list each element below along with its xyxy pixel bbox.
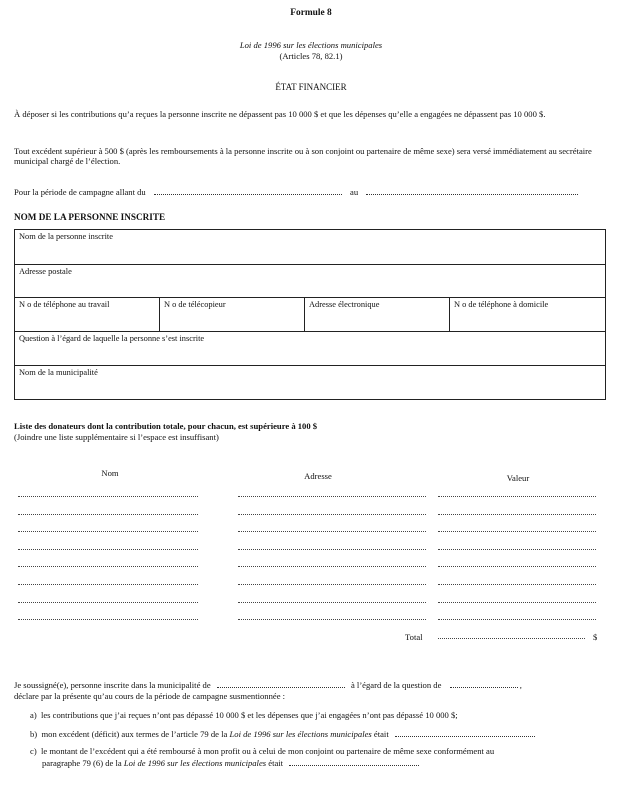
donor-name-field[interactable] — [18, 496, 198, 497]
column-header-address: Adresse — [304, 471, 332, 481]
declaration-line-1: Je soussigné(e), personne inscrite dans la municipalité de à l’égard de la question de , — [14, 680, 522, 690]
donor-name-field[interactable] — [18, 514, 198, 515]
donor-value-field[interactable] — [438, 496, 596, 497]
donor-name-field[interactable] — [18, 531, 198, 532]
donors-subheading: (Joindre une liste supplémentaire si l’espace est insuffisant) — [14, 432, 219, 442]
declaration-question-label: à l’égard de la question de — [350, 680, 442, 690]
fax-label: N o de télécopieur — [164, 300, 226, 309]
question-field[interactable] — [15, 332, 606, 366]
donor-value-field[interactable] — [438, 619, 596, 620]
work-phone-field[interactable] — [15, 298, 160, 332]
donor-name-field[interactable] — [18, 549, 198, 550]
item-a-text: les contributions que j’ai reçues n’ont pas dépassé 10 000 $ et les dépenses que j’ai engagées n’ont pas dépassé 10 000 $; — [40, 710, 458, 720]
declaration-item-c — [30, 746, 610, 756]
doc-title: ÉTAT FINANCIER — [275, 82, 347, 92]
donor-value-field[interactable] — [438, 514, 596, 515]
donor-address-field[interactable] — [238, 566, 426, 567]
donors-heading: Liste des donateurs dont la contribution totale, pour chacun, est supérieure à 100 $ — [14, 421, 318, 431]
column-header-name: Nom — [101, 468, 119, 478]
home-phone-label: N o de téléphone à domicile — [454, 300, 549, 309]
donor-address-field[interactable] — [238, 584, 426, 585]
articles: (Articles 78, 82.1) — [279, 51, 343, 61]
fax-field[interactable] — [160, 298, 305, 332]
registrant-name-field[interactable] — [15, 230, 606, 265]
surplus-deficit-field[interactable] — [395, 728, 535, 737]
item-c-letter: c) — [30, 746, 37, 756]
donor-value-field[interactable] — [438, 602, 596, 603]
item-b-text-post: était — [371, 729, 389, 739]
declaration-start: Je soussigné(e), personne inscrite dans la municipalité de — [14, 680, 211, 690]
donor-name-field[interactable] — [18, 619, 198, 620]
registrant-heading: NOM DE LA PERSONNE INSCRITE — [14, 212, 166, 222]
refund-amount-field[interactable] — [289, 757, 419, 766]
question-declaration-field[interactable] — [450, 679, 518, 688]
municipality-label: Nom de la municipalité — [19, 368, 98, 377]
item-a-letter: a) — [30, 710, 37, 720]
postal-address-field[interactable] — [15, 265, 606, 298]
total-field[interactable] — [438, 638, 585, 639]
email-label: Adresse électronique — [309, 300, 380, 309]
postal-address-label: Adresse postale — [19, 267, 72, 276]
item-b-letter: b) — [30, 729, 38, 739]
column-header-value: Valeur — [506, 473, 530, 483]
intro-paragraph-1: À déposer si les contributions qu’a reçues la personne inscrite ne dépassent pas 10 000 $ et que les dépenses qu’elle a engagées ne dépassent pas 10 000 $. — [14, 109, 546, 119]
donor-address-field[interactable] — [238, 496, 426, 497]
registrant-form-table — [14, 229, 606, 400]
donor-name-field[interactable] — [18, 566, 198, 567]
email-field[interactable] — [305, 298, 450, 332]
item-c-text-pre: paragraphe 79 (6) de la — [42, 758, 124, 768]
item-c-text-post: était — [266, 758, 284, 768]
donor-address-field[interactable] — [238, 602, 426, 603]
item-b-law: Loi de 1996 sur les élections municipales — [229, 729, 372, 739]
item-c-line-1: le montant de l’excédent qui a été remboursé à mon profit ou à celui de mon conjoint ou partenaire de même sexe conformément au — [40, 746, 495, 756]
registrant-name-label: Nom de la personne inscrite — [19, 232, 113, 241]
declaration-line-2: déclare par la présente qu’au cours de la période de campagne susmentionnée : — [14, 691, 286, 701]
donor-value-field[interactable] — [438, 584, 596, 585]
intro-paragraph-2: Tout excédent supérieur à 500 $ (après les remboursements à la personne inscrite ou à son conjoint ou partenaire de même sexe) sera versé immédiatement au secrétaire municipal chargé de l’élection. — [14, 146, 592, 167]
period-to-label: au — [350, 187, 359, 197]
home-phone-field[interactable] — [450, 298, 606, 332]
municipality-declaration-field[interactable] — [217, 679, 345, 688]
donor-address-field[interactable] — [238, 549, 426, 550]
donor-address-field[interactable] — [238, 514, 426, 515]
period-start-field[interactable] — [154, 186, 342, 195]
item-b-text-pre: mon excédent (déficit) aux termes de l’article 79 de la — [41, 729, 230, 739]
declaration-item-b — [30, 728, 610, 739]
donor-name-field[interactable] — [18, 602, 198, 603]
form-number: Formule 8 — [290, 8, 332, 18]
period-label: Pour la période de campagne allant du — [14, 187, 146, 197]
total-currency: $ — [593, 632, 598, 642]
question-label: Question à l’égard de laquelle la personne s’est inscrite — [19, 334, 205, 343]
donor-address-field[interactable] — [238, 619, 426, 620]
campaign-period-row — [14, 186, 608, 197]
donor-value-field[interactable] — [438, 566, 596, 567]
donor-value-field[interactable] — [438, 531, 596, 532]
municipality-field[interactable] — [15, 366, 606, 400]
declaration-item-c-line-2 — [42, 757, 612, 768]
work-phone-label: N o de téléphone au travail — [19, 300, 110, 309]
period-end-field[interactable] — [366, 186, 578, 195]
donor-address-field[interactable] — [238, 531, 426, 532]
total-label: Total — [405, 632, 423, 642]
declaration-item-a — [30, 710, 610, 720]
law-title: Loi de 1996 sur les élections municipales — [239, 40, 383, 50]
donor-value-field[interactable] — [438, 549, 596, 550]
item-c-law: Loi de 1996 sur les élections municipales — [123, 758, 267, 768]
donor-name-field[interactable] — [18, 584, 198, 585]
